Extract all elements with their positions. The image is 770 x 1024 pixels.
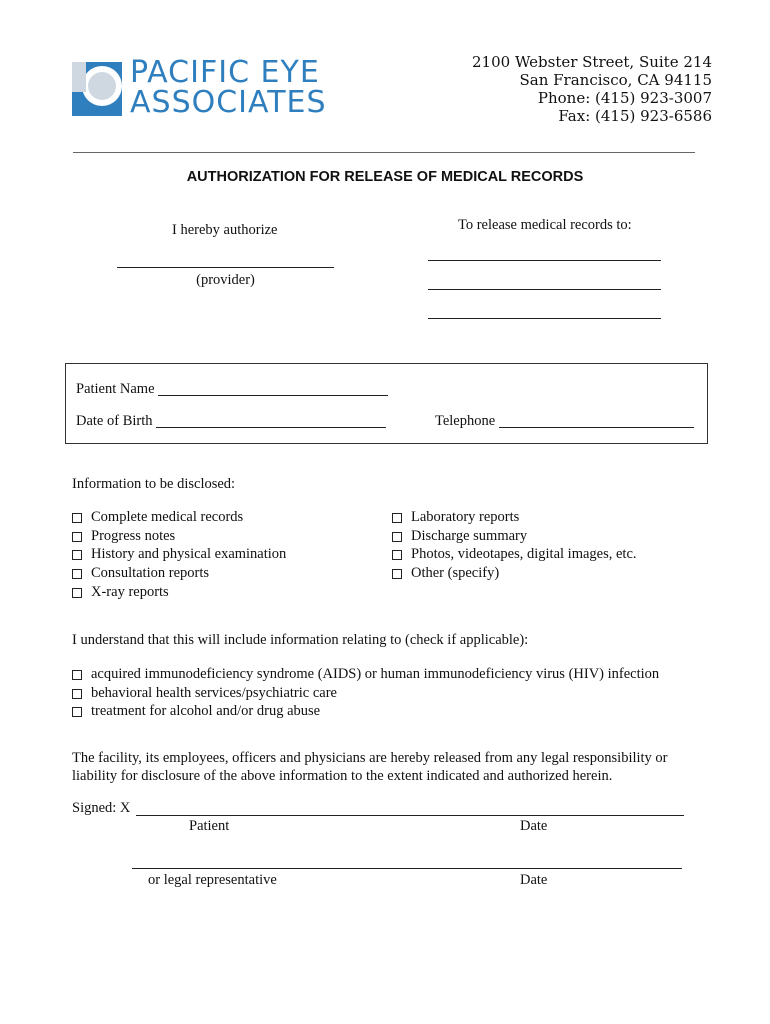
logo-text-line1: PACIFIC EYE <box>130 55 320 90</box>
checkbox-icon[interactable] <box>72 550 82 560</box>
telephone-label: Telephone <box>435 413 496 429</box>
disclosure-option-other[interactable]: Other (specify) <box>392 564 499 582</box>
representative-signature-line[interactable] <box>132 868 682 869</box>
disclosure-heading: Information to be disclosed: <box>72 476 236 492</box>
representative-date-caption: Date <box>520 872 548 888</box>
logo-text-line2: ASSOCIATES <box>130 85 327 120</box>
address-phone: Phone: (415) 923-3007 <box>537 89 712 107</box>
sensitive-option-behavioral[interactable]: behavioral health services/psychiatric care <box>72 684 337 702</box>
sensitive-option-substance[interactable]: treatment for alcohol and/or drug abuse <box>72 702 320 720</box>
checkbox-icon[interactable] <box>392 513 402 523</box>
release-text-line2: liability for disclosure of the above information to the extent indicated and authorized herein. <box>72 768 613 784</box>
checkbox-icon[interactable] <box>392 532 402 542</box>
representative-caption: or legal representative <box>148 872 277 888</box>
disclosure-option-photos[interactable]: Photos, videotapes, digital images, etc. <box>392 545 637 563</box>
provider-line[interactable] <box>117 267 334 268</box>
checkbox-icon[interactable] <box>72 670 82 680</box>
checkbox-icon[interactable] <box>72 588 82 598</box>
signed-label: Signed: X <box>72 800 131 816</box>
telephone-line[interactable] <box>499 427 694 428</box>
header-divider <box>73 152 695 153</box>
sensitive-option-hiv[interactable]: acquired immunodeficiency syndrome (AIDS) or human immunodeficiency virus (HIV) infection <box>72 665 659 683</box>
checkbox-icon[interactable] <box>72 532 82 542</box>
release-to-label: To release medical records to: <box>458 217 632 233</box>
disclosure-option-xray[interactable]: X-ray reports <box>72 583 169 601</box>
checkbox-icon[interactable] <box>72 707 82 717</box>
dob-label: Date of Birth <box>76 413 153 429</box>
disclosure-option-consultation[interactable]: Consultation reports <box>72 564 209 582</box>
checkbox-icon[interactable] <box>72 569 82 579</box>
patient-name-line[interactable] <box>158 395 388 396</box>
form-title: AUTHORIZATION FOR RELEASE OF MEDICAL RECORDS <box>186 169 584 185</box>
sensitive-heading: I understand that this will include information relating to (check if applicable): <box>72 632 529 648</box>
disclosure-option-discharge[interactable]: Discharge summary <box>392 527 527 545</box>
authorize-label: I hereby authorize <box>172 222 278 238</box>
release-to-line-2[interactable] <box>428 289 661 290</box>
dob-line[interactable] <box>156 427 386 428</box>
release-to-line-3[interactable] <box>428 318 661 319</box>
checkbox-icon[interactable] <box>392 569 402 579</box>
checkbox-icon[interactable] <box>392 550 402 560</box>
address-fax: Fax: (415) 923-6586 <box>558 107 712 125</box>
release-text-line1: The facility, its employees, officers and physicians are hereby released from any legal responsibility or <box>72 750 668 766</box>
checkbox-icon[interactable] <box>72 689 82 699</box>
patient-caption: Patient <box>189 818 230 834</box>
patient-signature-line[interactable] <box>136 815 684 816</box>
address-city: San Francisco, CA 94115 <box>519 71 712 89</box>
patient-info-box <box>65 363 708 444</box>
provider-caption: (provider) <box>196 272 255 288</box>
release-to-line-1[interactable] <box>428 260 661 261</box>
patient-name-label: Patient Name <box>76 381 155 397</box>
disclosure-option-history[interactable]: History and physical examination <box>72 545 286 563</box>
disclosure-option-lab[interactable]: Laboratory reports <box>392 508 519 526</box>
checkbox-icon[interactable] <box>72 513 82 523</box>
patient-date-caption: Date <box>520 818 548 834</box>
address-street: 2100 Webster Street, Suite 214 <box>472 53 712 71</box>
logo-mark-icon <box>72 62 122 116</box>
disclosure-option-complete[interactable]: Complete medical records <box>72 508 243 526</box>
disclosure-option-progress[interactable]: Progress notes <box>72 527 175 545</box>
